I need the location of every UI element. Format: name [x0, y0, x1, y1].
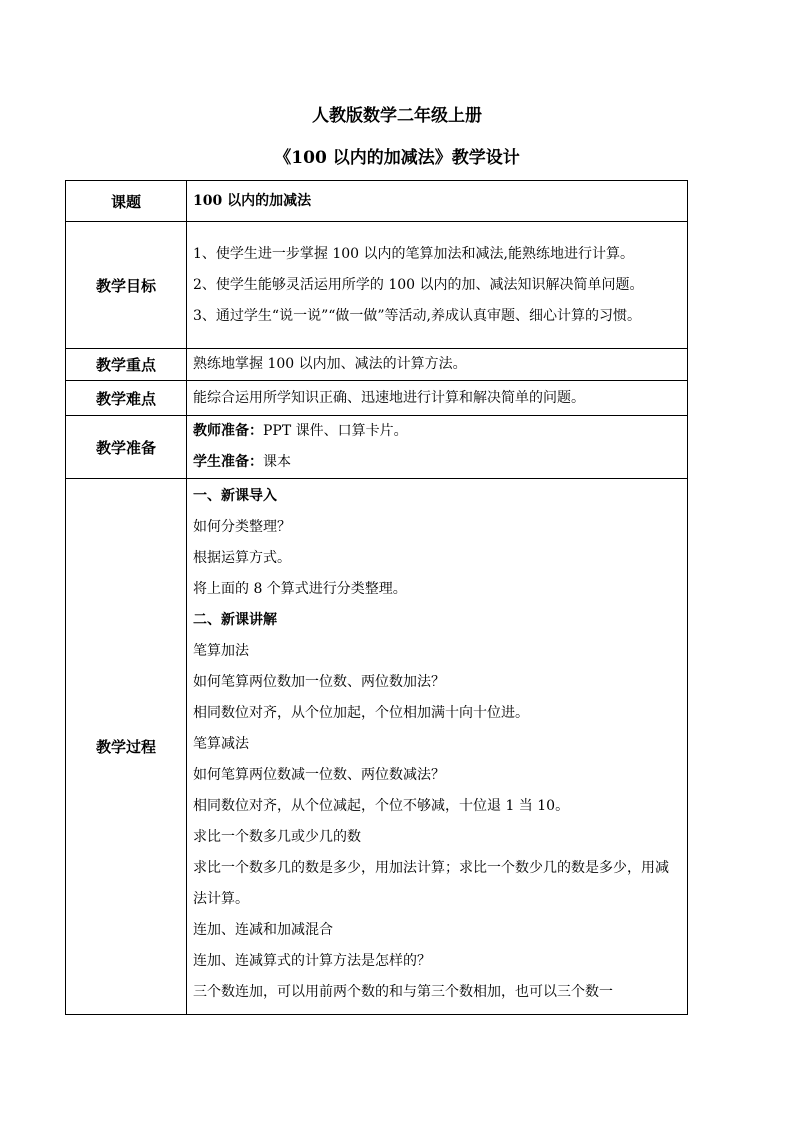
process-line: 求比一个数多几或少几的数	[193, 829, 361, 845]
process-line: 连加、连减和加减混合	[193, 922, 333, 938]
objective-item-3: 3、通过学生“说一说”“做一做”等活动,养成认真审题、细心计算的习惯。	[193, 307, 641, 324]
process-line: 一、新课导入	[193, 488, 277, 504]
process-line: 根据运算方式。	[193, 550, 291, 566]
teacher-preparation-label: 教师准备：	[193, 423, 263, 439]
document-title: 人教版数学二年级上册	[312, 106, 482, 126]
teacher-preparation	[193, 416, 681, 447]
difficulty-cell	[187, 381, 688, 416]
row-objectives	[66, 222, 688, 349]
topic-value: 100 以内的加减法	[193, 192, 312, 209]
key-point-cell	[187, 349, 688, 381]
objective-item-2: 2、使学生能够灵活运用所学的 100 以内的加、减法知识解决简单问题。	[193, 276, 644, 293]
process-label: 教学过程	[66, 479, 187, 1015]
process-line: 将上面的 8 个算式进行分类整理。	[193, 581, 407, 597]
key-point-value: 熟练地掌握 100 以内加、减法的计算方法。	[193, 356, 467, 372]
preparation-cell	[187, 416, 688, 479]
process-line: 求比一个数多几的数是多少，用加法计算；求比一个数少几的数是多少，用减法计算。	[193, 860, 669, 907]
topic-label: 课题	[66, 181, 187, 222]
student-preparation-value: 课本	[263, 454, 291, 470]
objective-item-1: 1、使学生进一步掌握 100 以内的笔算加法和减法,能熟练地进行计算。	[193, 245, 634, 262]
row-topic	[66, 181, 688, 222]
process-line: 如何分类整理？	[193, 519, 291, 535]
row-process	[66, 479, 688, 1015]
topic-cell	[187, 181, 688, 222]
student-preparation	[193, 447, 681, 478]
objectives-cell	[187, 222, 688, 349]
process-line: 三个数连加，可以用前两个数的和与第三个数相加，也可以三个数一	[193, 984, 613, 1000]
key-point-label: 教学重点	[66, 349, 187, 381]
objectives-label: 教学目标	[66, 222, 187, 349]
row-difficulty	[66, 381, 688, 416]
lesson-plan-table	[65, 180, 688, 1015]
row-preparation	[66, 416, 688, 479]
student-preparation-label: 学生准备：	[193, 454, 263, 470]
preparation-label: 教学准备	[66, 416, 187, 479]
process-cell	[187, 479, 688, 1015]
process-line: 相同数位对齐，从个位加起，个位相加满十向十位进。	[193, 705, 529, 721]
process-line: 如何笔算两位数减一位数、两位数减法？	[193, 767, 445, 783]
process-line: 如何笔算两位数加一位数、两位数加法？	[193, 674, 445, 690]
difficulty-label: 教学难点	[66, 381, 187, 416]
difficulty-value: 能综合运用所学知识正确、迅速地进行计算和解决简单的问题。	[193, 389, 585, 406]
process-line: 连加、连减算式的计算方法是怎样的？	[193, 953, 431, 969]
teacher-preparation-value: PPT 课件、口算卡片。	[263, 423, 408, 439]
process-line: 二、新课讲解	[193, 612, 277, 628]
row-key-point	[66, 349, 688, 381]
process-line: 笔算减法	[193, 736, 249, 752]
document-subtitle: 《100 以内的加减法》教学设计	[274, 148, 520, 168]
process-line: 相同数位对齐，从个位减起，个位不够减，十位退 1 当 10。	[193, 798, 570, 814]
process-line: 笔算加法	[193, 643, 249, 659]
